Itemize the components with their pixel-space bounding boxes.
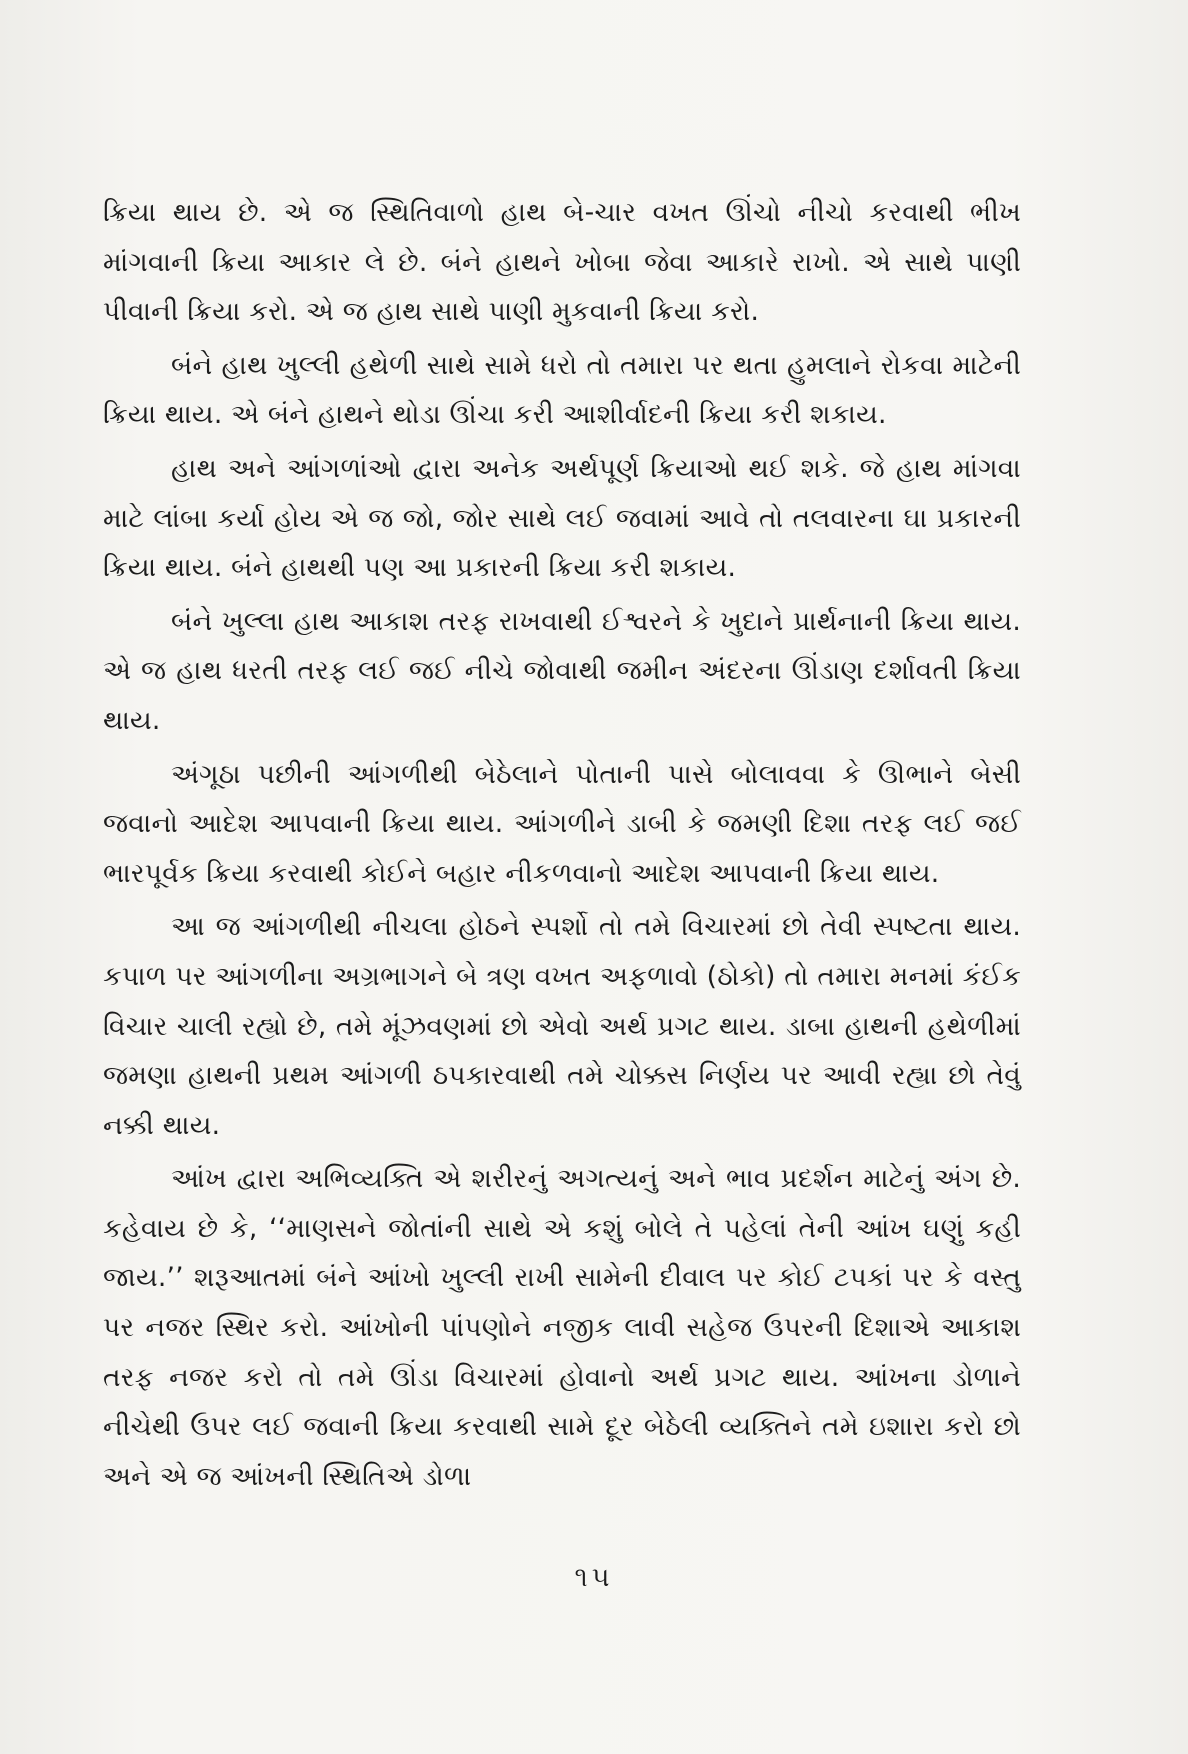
paragraph-5: અંગૂઠા પછીની આંગળીથી બેઠેલાને પોતાની પાસે બોલાવવા કે ઊભાને બેસી જવાનો આદેશ આપવાની ક્રિયા થાય. આંગળીને ડાબી કે જમણી દિશા તરફ લઈ જઈ ભારપૂર્વક ક્રિયા કરવાથી કોઈને બહાર નીકળવાનો આદેશ આપવાની ક્રિયા થાય.	[103, 758, 1021, 889]
paragraph-3: હાથ અને આંગળાંઓ દ્વારા અનેક અર્થપૂર્ણ ક્રિયાઓ થઈ શકે. જે હાથ માંગવા માટે લાંબા કર્યા હોય એ જ જો, જોર સાથે લઈ જવામાં આવે તો તલવારના ઘા પ્રકારની ક્રિયા થાય. બંને હાથથી પણ આ પ્રકારની ક્રિયા કરી શકાય.	[103, 452, 1021, 584]
body-text	[103, 188, 1021, 1505]
paragraph-4: બંને ખુલ્લા હાથ આકાશ તરફ રાખવાથી ઈશ્વરને કે ખુદાને પ્રાર્થનાની ક્રિયા થાય. એ જ હાથ ધરતી તરફ લઈ જઈ નીચે જોવાથી જમીન અંદરના ઊંડાણ દર્શાવતી ક્રિયા થાય.	[103, 605, 1021, 736]
paragraph-1: ક્રિયા થાય છે. એ જ સ્થિતિવાળો હાથ બે-ચાર વખત ઊંચો નીચો કરવાથી ભીખ માંગવાની ક્રિયા આકાર લે છે. બંને હાથને ખોબા જેવા આકારે રાખો. એ સાથે પાણી પીવાની ક્રિયા કરો. એ જ હાથ સાથે પાણી મુકવાની ક્રિયા કરો.	[103, 197, 1021, 328]
paragraph-7: આંખ દ્વારા અભિવ્યક્તિ એ શરીરનું અગત્યનું અને ભાવ પ્રદર્શન માટેનું અંગ છે. કહેવાય છે કે, ‘‘માણસને જોતાંની સાથે એ કશું બોલે તે પહેલાં તેની આંખ ઘણું કહી જાય.’’ શરૂઆતમાં બંને આંખો ખુલ્લી રાખી સામેની દીવાલ પર કોઈ ટપકાં પર કે વસ્તુ પર નજર સ્થિર કરો. આંખોની પાંપણોને નજીક લાવી સહેજ ઉપરની દિશાએ આકાશ તરફ નજર કરો તો તમે ઊંડા વિચારમાં હોવાનો અર્થ પ્રગટ થાય. આંખના ડોળાને નીચેથી ઉપર લઈ જવાની ક્રિયા કરવાથી સામે દૂર બેઠેલી વ્યક્તિને તમે ઇશારા કરો છો અને એ જ આંખની સ્થિતિએ ડોળા	[103, 1163, 1021, 1492]
paragraph-2: બંને હાથ ખુલ્લી હથેળી સાથે સામે ધરો તો તમારા પર થતા હુમલાને રોકવા માટેની ક્રિયા થાય. એ બંને હાથને થોડા ઊંચા કરી આશીર્વાદની ક્રિયા કરી શકાય.	[103, 349, 1021, 431]
page-number: ૧૫	[574, 1562, 614, 1593]
paragraph-6: આ જ આંગળીથી નીચલા હોઠને સ્પર્શો તો તમે વિચારમાં છો તેવી સ્પષ્ટતા થાય. કપાળ પર આંગળીના અગ્રભાગને બે ત્રણ વખત અફળાવો (ઠોકો) તો તમારા મનમાં કંઈક વિચાર ચાલી રહ્યો છે, તમે મૂંઝવણમાં છો એવો અર્થ પ્રગટ થાય. ડાબા હાથની હથેળીમાં જમણા હાથની પ્રથમ આંગળી ઠપકારવાથી તમે ચોક્કસ નિર્ણય પર આવી રહ્યા છો તેવું નક્કી થાય.	[103, 911, 1021, 1141]
